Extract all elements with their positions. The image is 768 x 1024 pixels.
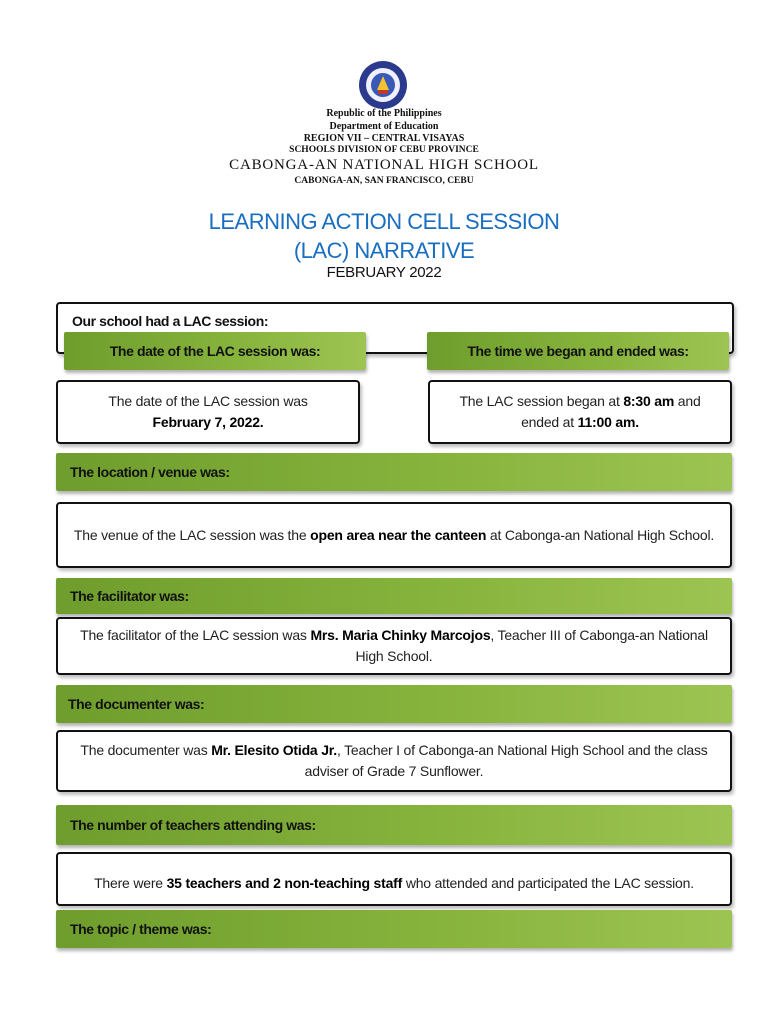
attendance-text: There were	[94, 875, 163, 891]
time-content-box: The LAC session began at 8:30 am and ended at 11:00 am.	[428, 380, 732, 444]
time-text: The LAC session began at	[459, 393, 620, 409]
attendance-value: 35 teachers and 2 non-teaching staff	[166, 875, 403, 891]
date-content-box	[56, 380, 360, 444]
header-republic: Republic of the Philippines	[326, 108, 442, 119]
header-region: REGION VII – CENTRAL VISAYAS	[303, 133, 465, 144]
document-title-line2: (LAC) NARRATIVE	[293, 238, 475, 263]
venue-text: The venue of the LAC session was the	[73, 526, 307, 543]
deped-seal-icon	[358, 60, 408, 110]
time-label: The time we began and ended was:	[467, 343, 689, 359]
venue-value: open area near the canteen	[310, 526, 487, 543]
facilitator-content-box	[56, 617, 732, 675]
venue-label: The location / venue was:	[70, 464, 230, 480]
header-school-address: CABONGA-AN, SAN FRANCISCO, CEBU	[294, 176, 474, 186]
documenter-label-bar	[56, 685, 732, 723]
topic-label: The topic / theme was:	[70, 921, 212, 937]
header-division: SCHOOLS DIVISION OF CEBU PROVINCE	[289, 145, 479, 155]
venue-label-bar	[56, 453, 732, 491]
date-value: February 7, 2022.	[152, 414, 264, 430]
documenter-label: The documenter was:	[68, 696, 205, 712]
attendance-content-box	[56, 852, 732, 906]
date-text: The date of the LAC session was	[108, 393, 308, 409]
facilitator-text-post: , Teacher III of Cabonga-an National High School.	[355, 627, 708, 664]
documenter-text: The documenter was	[80, 742, 208, 758]
header-school-name: CABONGA-AN NATIONAL HIGH SCHOOL	[229, 157, 539, 173]
documenter-content-box	[56, 730, 732, 792]
documenter-text-post: , Teacher I of Cabonga-an National High School and the class adviser of Grade 7 Sunflower.	[304, 742, 708, 779]
attendance-label-bar	[56, 805, 732, 845]
venue-text-post: at Cabonga-an National High School.	[489, 526, 715, 543]
intro-label: Our school had a LAC session:	[72, 313, 269, 329]
header-department: Department of Education	[329, 121, 439, 132]
date-label-bar	[64, 332, 366, 370]
date-label: The date of the LAC session was:	[109, 343, 321, 359]
attendance-label: The number of teachers attending was:	[70, 817, 316, 833]
facilitator-value: Mrs. Maria Chinky Marcojos	[310, 627, 491, 643]
document-month: FEBRUARY 2022	[326, 264, 442, 281]
documenter-value: Mr. Elesito Otida Jr.	[211, 742, 337, 758]
attendance-text-post: who attended and participated the LAC session.	[405, 875, 694, 891]
time-end: 11:00 am.	[577, 414, 639, 430]
connector-line	[365, 352, 427, 354]
time-start: 8:30 am	[623, 393, 675, 409]
topic-label-bar	[56, 910, 732, 948]
time-label-bar	[427, 332, 729, 370]
facilitator-label-bar	[56, 578, 732, 614]
venue-content-box	[56, 502, 732, 568]
document-title-line1: LEARNING ACTION CELL SESSION	[208, 209, 560, 234]
facilitator-label: The facilitator was:	[70, 588, 189, 604]
facilitator-text: The facilitator of the LAC session was	[80, 627, 307, 643]
